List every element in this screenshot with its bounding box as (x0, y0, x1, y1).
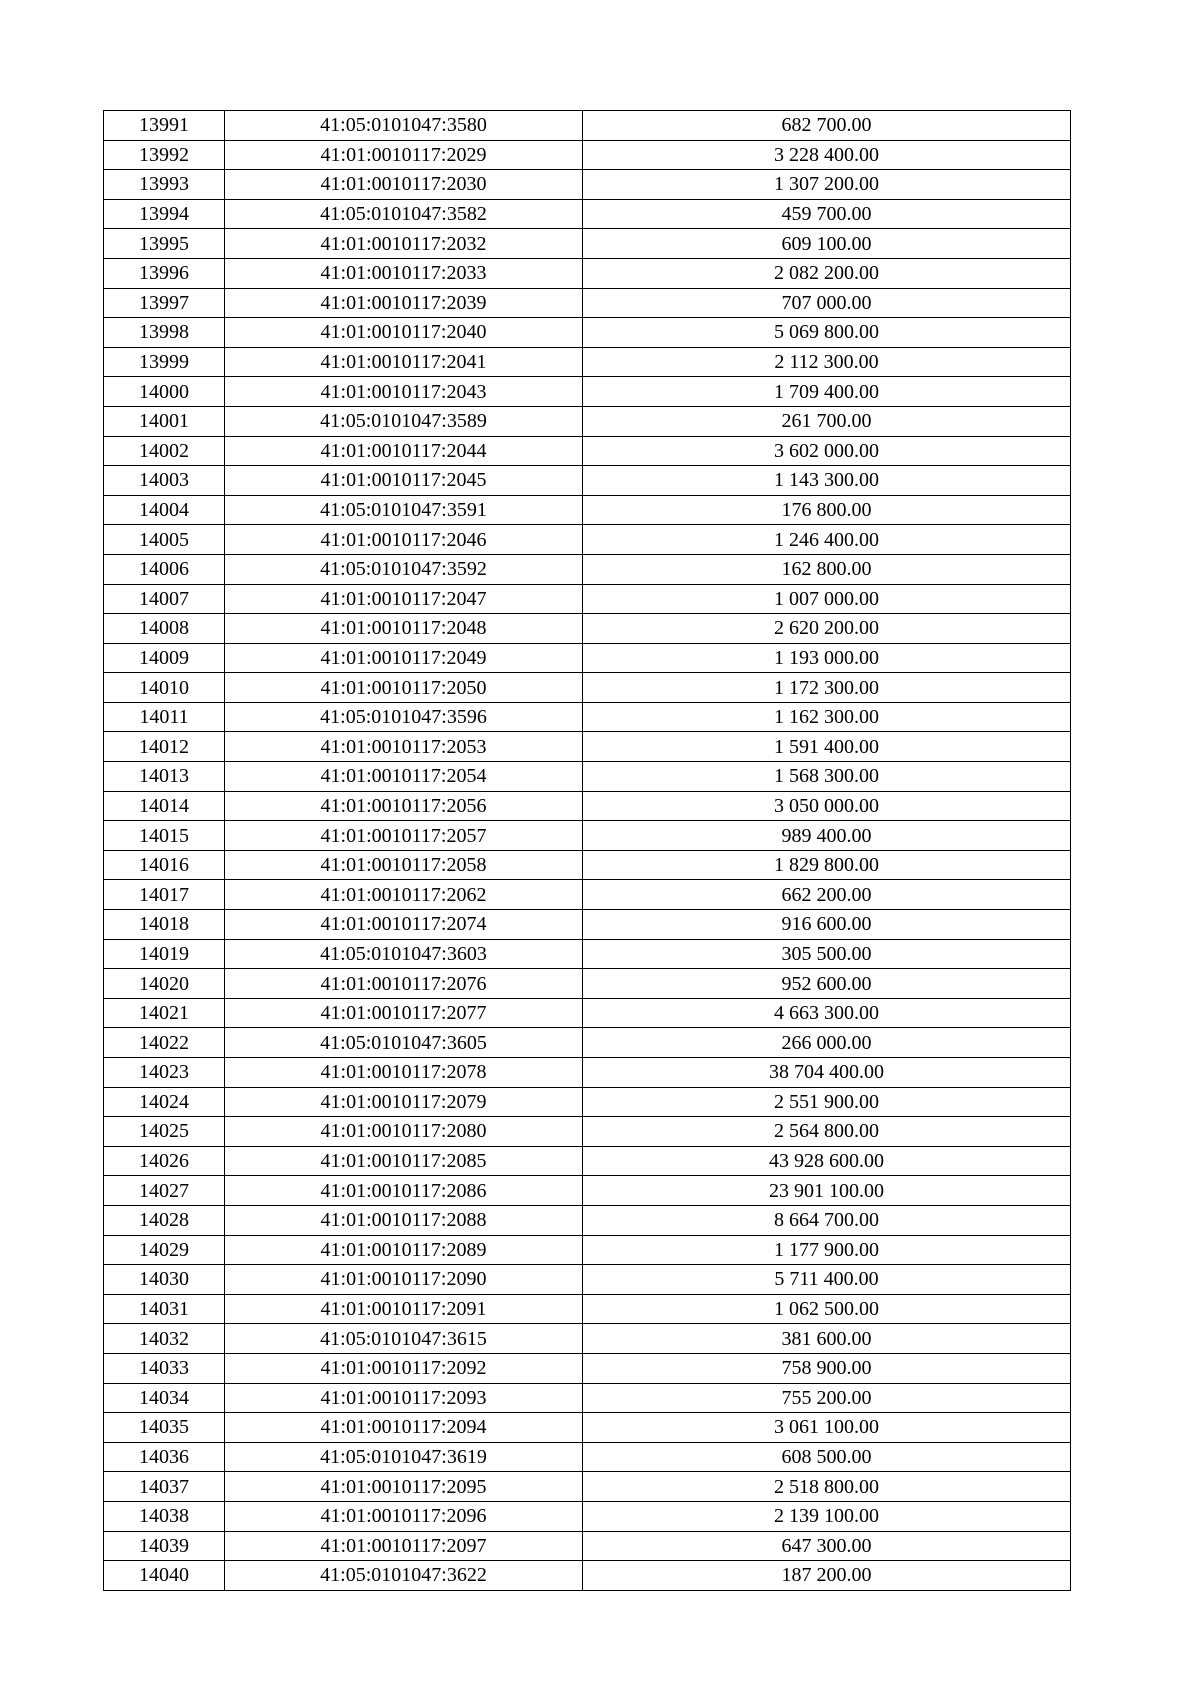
row-number-cell: 14021 (104, 998, 225, 1028)
table-row (104, 1383, 1071, 1413)
table-row (104, 850, 1071, 880)
cadastral-value-cell: 38 704 400.00 (583, 1058, 1071, 1088)
table-row (104, 288, 1071, 318)
table-row (104, 939, 1071, 969)
row-number-cell: 14022 (104, 1028, 225, 1058)
cadastral-value-cell: 261 700.00 (583, 406, 1071, 436)
cadastral-value-cell: 1 307 200.00 (583, 170, 1071, 200)
table-row (104, 258, 1071, 288)
cadastral-value-cell: 755 200.00 (583, 1383, 1071, 1413)
cadastral-value-cell: 1 177 900.00 (583, 1235, 1071, 1265)
cadastral-value-cell: 3 602 000.00 (583, 436, 1071, 466)
cadastral-value-cell: 1 143 300.00 (583, 466, 1071, 496)
row-number-cell: 14024 (104, 1087, 225, 1117)
cadastral-value-cell: 3 050 000.00 (583, 791, 1071, 821)
cadastral-value-cell: 3 061 100.00 (583, 1413, 1071, 1443)
cadastral-number-cell: 41:01:0010117:2029 (225, 140, 583, 170)
cadastral-value-cell: 707 000.00 (583, 288, 1071, 318)
cadastral-number-cell: 41:01:0010117:2093 (225, 1383, 583, 1413)
row-number-cell: 14031 (104, 1294, 225, 1324)
cadastral-number-cell: 41:01:0010117:2043 (225, 377, 583, 407)
cadastral-number-cell: 41:01:0010117:2045 (225, 466, 583, 496)
cadastral-number-cell: 41:05:0101047:3603 (225, 939, 583, 969)
cadastral-number-cell: 41:01:0010117:2092 (225, 1353, 583, 1383)
table-row (104, 111, 1071, 141)
row-number-cell: 14017 (104, 880, 225, 910)
row-number-cell: 14004 (104, 495, 225, 525)
row-number-cell: 14019 (104, 939, 225, 969)
row-number-cell: 14040 (104, 1561, 225, 1591)
cadastral-value-cell: 1 709 400.00 (583, 377, 1071, 407)
table-row (104, 466, 1071, 496)
row-number-cell: 14001 (104, 406, 225, 436)
row-number-cell: 14010 (104, 673, 225, 703)
table-row (104, 525, 1071, 555)
row-number-cell: 14038 (104, 1501, 225, 1531)
table-row (104, 880, 1071, 910)
cadastral-number-cell: 41:05:0101047:3589 (225, 406, 583, 436)
row-number-cell: 13995 (104, 229, 225, 259)
row-number-cell: 14026 (104, 1146, 225, 1176)
table-row (104, 673, 1071, 703)
cadastral-value-cell: 43 928 600.00 (583, 1146, 1071, 1176)
cadastral-value-cell: 758 900.00 (583, 1353, 1071, 1383)
row-number-cell: 14028 (104, 1205, 225, 1235)
cadastral-number-cell: 41:05:0101047:3619 (225, 1442, 583, 1472)
table-row (104, 1294, 1071, 1324)
cadastral-value-cell: 23 901 100.00 (583, 1176, 1071, 1206)
table-row (104, 1117, 1071, 1147)
row-number-cell: 14013 (104, 762, 225, 792)
row-number-cell: 14029 (104, 1235, 225, 1265)
cadastral-number-cell: 41:01:0010117:2095 (225, 1472, 583, 1502)
table-row (104, 1028, 1071, 1058)
row-number-cell: 14009 (104, 643, 225, 673)
table-row (104, 1205, 1071, 1235)
cadastral-number-cell: 41:01:0010117:2074 (225, 910, 583, 940)
table-row (104, 1501, 1071, 1531)
table-row (104, 318, 1071, 348)
cadastral-number-cell: 41:01:0010117:2040 (225, 318, 583, 348)
cadastral-number-cell: 41:01:0010117:2076 (225, 969, 583, 999)
table-row (104, 1058, 1071, 1088)
cadastral-number-cell: 41:01:0010117:2053 (225, 732, 583, 762)
cadastral-value-cell: 1 829 800.00 (583, 850, 1071, 880)
table-row (104, 910, 1071, 940)
table-row (104, 1176, 1071, 1206)
cadastral-number-cell: 41:01:0010117:2032 (225, 229, 583, 259)
row-number-cell: 14000 (104, 377, 225, 407)
cadastral-number-cell: 41:05:0101047:3622 (225, 1561, 583, 1591)
cadastral-value-cell: 305 500.00 (583, 939, 1071, 969)
cadastral-number-cell: 41:01:0010117:2080 (225, 1117, 583, 1147)
row-number-cell: 14039 (104, 1531, 225, 1561)
cadastral-value-cell: 1 591 400.00 (583, 732, 1071, 762)
cadastral-number-cell: 41:01:0010117:2094 (225, 1413, 583, 1443)
row-number-cell: 14036 (104, 1442, 225, 1472)
table-row (104, 732, 1071, 762)
row-number-cell: 14030 (104, 1265, 225, 1295)
cadastral-number-cell: 41:01:0010117:2086 (225, 1176, 583, 1206)
cadastral-value-cell: 187 200.00 (583, 1561, 1071, 1591)
cadastral-number-cell: 41:01:0010117:2062 (225, 880, 583, 910)
cadastral-number-cell: 41:01:0010117:2044 (225, 436, 583, 466)
cadastral-number-cell: 41:01:0010117:2057 (225, 821, 583, 851)
cadastral-value-cell: 608 500.00 (583, 1442, 1071, 1472)
cadastral-value-cell: 2 564 800.00 (583, 1117, 1071, 1147)
row-number-cell: 13999 (104, 347, 225, 377)
table-row (104, 199, 1071, 229)
cadastral-value-cell: 916 600.00 (583, 910, 1071, 940)
cadastral-value-cell: 266 000.00 (583, 1028, 1071, 1058)
row-number-cell: 14018 (104, 910, 225, 940)
row-number-cell: 13997 (104, 288, 225, 318)
cadastral-value-cell: 459 700.00 (583, 199, 1071, 229)
cadastral-number-cell: 41:01:0010117:2058 (225, 850, 583, 880)
cadastral-number-cell: 41:05:0101047:3615 (225, 1324, 583, 1354)
cadastral-number-cell: 41:05:0101047:3591 (225, 495, 583, 525)
table-row (104, 347, 1071, 377)
cadastral-number-cell: 41:01:0010117:2046 (225, 525, 583, 555)
row-number-cell: 14032 (104, 1324, 225, 1354)
table-row (104, 1087, 1071, 1117)
row-number-cell: 14005 (104, 525, 225, 555)
table-row (104, 1265, 1071, 1295)
row-number-cell: 14023 (104, 1058, 225, 1088)
cadastral-number-cell: 41:01:0010117:2096 (225, 1501, 583, 1531)
cadastral-value-cell: 647 300.00 (583, 1531, 1071, 1561)
cadastral-value-cell: 2 139 100.00 (583, 1501, 1071, 1531)
table-row (104, 1235, 1071, 1265)
cadastral-number-cell: 41:01:0010117:2077 (225, 998, 583, 1028)
row-number-cell: 14006 (104, 554, 225, 584)
cadastral-number-cell: 41:01:0010117:2041 (225, 347, 583, 377)
cadastral-value-cell: 2 551 900.00 (583, 1087, 1071, 1117)
cadastral-value-cell: 682 700.00 (583, 111, 1071, 141)
cadastral-value-cell: 1 193 000.00 (583, 643, 1071, 673)
row-number-cell: 14037 (104, 1472, 225, 1502)
cadastral-value-cell: 8 664 700.00 (583, 1205, 1071, 1235)
cadastral-number-cell: 41:01:0010117:2050 (225, 673, 583, 703)
table-row (104, 821, 1071, 851)
row-number-cell: 14011 (104, 702, 225, 732)
cadastral-value-cell: 1 007 000.00 (583, 584, 1071, 614)
cadastral-value-cell: 3 228 400.00 (583, 140, 1071, 170)
table-row (104, 495, 1071, 525)
cadastral-number-cell: 41:01:0010117:2091 (225, 1294, 583, 1324)
cadastral-value-cell: 2 082 200.00 (583, 258, 1071, 288)
table-row (104, 170, 1071, 200)
row-number-cell: 14007 (104, 584, 225, 614)
cadastral-number-cell: 41:01:0010117:2078 (225, 1058, 583, 1088)
row-number-cell: 13996 (104, 258, 225, 288)
table-row (104, 614, 1071, 644)
table-row (104, 1146, 1071, 1176)
cadastral-value-cell: 162 800.00 (583, 554, 1071, 584)
row-number-cell: 14008 (104, 614, 225, 644)
table-row (104, 377, 1071, 407)
cadastral-number-cell: 41:01:0010117:2049 (225, 643, 583, 673)
table-row (104, 1472, 1071, 1502)
row-number-cell: 14014 (104, 791, 225, 821)
cadastral-value-table (103, 110, 1071, 1591)
cadastral-number-cell: 41:01:0010117:2056 (225, 791, 583, 821)
cadastral-number-cell: 41:01:0010117:2090 (225, 1265, 583, 1295)
table-row (104, 229, 1071, 259)
cadastral-value-cell: 662 200.00 (583, 880, 1071, 910)
table-body (104, 111, 1071, 1591)
cadastral-number-cell: 41:05:0101047:3582 (225, 199, 583, 229)
table-row (104, 1324, 1071, 1354)
cadastral-number-cell: 41:01:0010117:2033 (225, 258, 583, 288)
table-row (104, 643, 1071, 673)
cadastral-number-cell: 41:01:0010117:2085 (225, 1146, 583, 1176)
row-number-cell: 14015 (104, 821, 225, 851)
cadastral-value-cell: 989 400.00 (583, 821, 1071, 851)
table-row (104, 1413, 1071, 1443)
row-number-cell: 14027 (104, 1176, 225, 1206)
table-row (104, 1561, 1071, 1591)
table-row (104, 584, 1071, 614)
cadastral-value-cell: 1 172 300.00 (583, 673, 1071, 703)
row-number-cell: 14025 (104, 1117, 225, 1147)
cadastral-value-cell: 2 518 800.00 (583, 1472, 1071, 1502)
row-number-cell: 14033 (104, 1353, 225, 1383)
cadastral-number-cell: 41:01:0010117:2039 (225, 288, 583, 318)
cadastral-number-cell: 41:01:0010117:2047 (225, 584, 583, 614)
cadastral-value-cell: 2 620 200.00 (583, 614, 1071, 644)
cadastral-value-cell: 609 100.00 (583, 229, 1071, 259)
cadastral-value-cell: 952 600.00 (583, 969, 1071, 999)
cadastral-value-cell: 5 711 400.00 (583, 1265, 1071, 1295)
row-number-cell: 13993 (104, 170, 225, 200)
cadastral-number-cell: 41:01:0010117:2089 (225, 1235, 583, 1265)
table-row (104, 791, 1071, 821)
table-row (104, 554, 1071, 584)
cadastral-number-cell: 41:05:0101047:3596 (225, 702, 583, 732)
cadastral-value-cell: 1 246 400.00 (583, 525, 1071, 555)
table-row (104, 702, 1071, 732)
table-row (104, 140, 1071, 170)
row-number-cell: 13992 (104, 140, 225, 170)
row-number-cell: 13998 (104, 318, 225, 348)
row-number-cell: 14034 (104, 1383, 225, 1413)
cadastral-value-cell: 5 069 800.00 (583, 318, 1071, 348)
cadastral-number-cell: 41:01:0010117:2030 (225, 170, 583, 200)
cadastral-number-cell: 41:01:0010117:2054 (225, 762, 583, 792)
cadastral-number-cell: 41:01:0010117:2048 (225, 614, 583, 644)
cadastral-value-cell: 4 663 300.00 (583, 998, 1071, 1028)
row-number-cell: 14035 (104, 1413, 225, 1443)
table-row (104, 998, 1071, 1028)
row-number-cell: 13994 (104, 199, 225, 229)
table-row (104, 762, 1071, 792)
table-row (104, 436, 1071, 466)
cadastral-value-cell: 1 062 500.00 (583, 1294, 1071, 1324)
row-number-cell: 14012 (104, 732, 225, 762)
row-number-cell: 14020 (104, 969, 225, 999)
cadastral-number-cell: 41:05:0101047:3580 (225, 111, 583, 141)
table-row (104, 1531, 1071, 1561)
table-row (104, 1442, 1071, 1472)
row-number-cell: 13991 (104, 111, 225, 141)
cadastral-value-cell: 1 162 300.00 (583, 702, 1071, 732)
cadastral-value-cell: 381 600.00 (583, 1324, 1071, 1354)
cadastral-number-cell: 41:01:0010117:2097 (225, 1531, 583, 1561)
cadastral-number-cell: 41:05:0101047:3605 (225, 1028, 583, 1058)
row-number-cell: 14016 (104, 850, 225, 880)
cadastral-value-cell: 176 800.00 (583, 495, 1071, 525)
row-number-cell: 14003 (104, 466, 225, 496)
table-row (104, 406, 1071, 436)
cadastral-value-cell: 2 112 300.00 (583, 347, 1071, 377)
cadastral-number-cell: 41:05:0101047:3592 (225, 554, 583, 584)
table-row (104, 1353, 1071, 1383)
cadastral-value-cell: 1 568 300.00 (583, 762, 1071, 792)
cadastral-number-cell: 41:01:0010117:2088 (225, 1205, 583, 1235)
cadastral-number-cell: 41:01:0010117:2079 (225, 1087, 583, 1117)
row-number-cell: 14002 (104, 436, 225, 466)
table-row (104, 969, 1071, 999)
